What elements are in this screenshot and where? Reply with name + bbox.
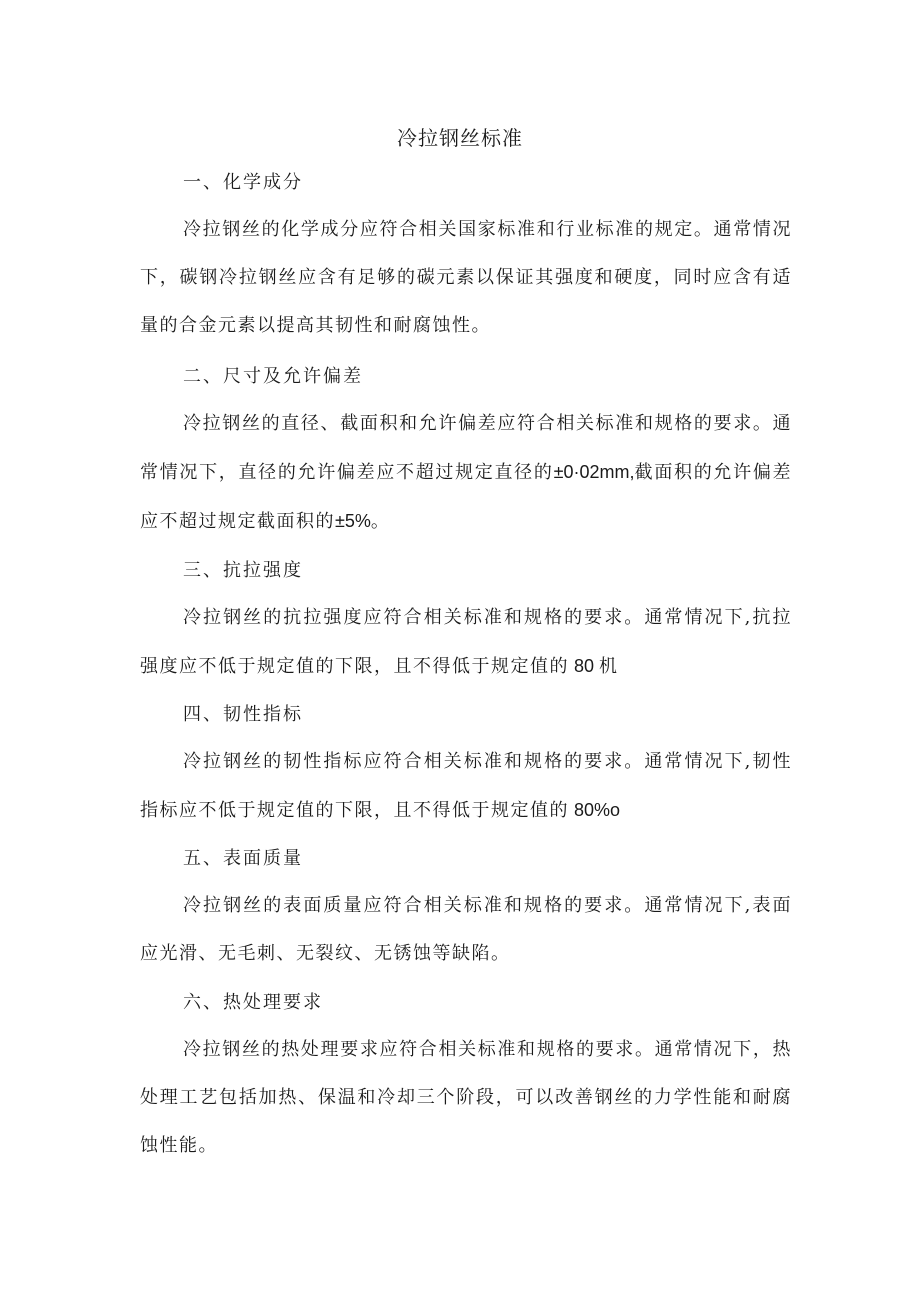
section-heading-surface-quality: 五、表面质量: [183, 848, 303, 869]
section-heading-dimensions-tolerance: 二、尺寸及允许偏差: [183, 366, 363, 387]
body-text: 冷拉钢丝的韧性指标应符合相关标准和规格的要求。通常情况下,韧性指标应不低于规定值的下限，且不得低于规定值的: [140, 751, 792, 821]
document-title: 冷拉钢丝标准: [397, 126, 523, 150]
body-text: 冷拉钢丝的抗拉强度应符合相关标准和规格的要求。通常情况下,抗拉强度应不低于规定值的下限，且不得低于规定值的: [140, 607, 792, 677]
toughness-value: 80%o: [569, 800, 621, 820]
section-body-surface-quality: 冷拉钢丝的表面质量应符合相关标准和规格的要求。通常情况下,表面应光滑、无毛刺、无裂纹、无锈蚀等缺陷。: [140, 895, 792, 964]
section-body-tensile-strength: [140, 594, 792, 691]
body-text: 。: [370, 511, 391, 532]
body-text: 机: [599, 656, 619, 677]
section-body-dimensions-tolerance: [140, 400, 792, 546]
section-body-heat-treatment: 冷拉钢丝的热处理要求应符合相关标准和规格的要求。通常情况下，热处理工艺包括加热、保温和冷却三个阶段，可以改善钢丝的力学性能和耐腐蚀性能。: [140, 1039, 792, 1156]
area-tolerance-value: ±5%: [335, 511, 371, 531]
section-body-chemical-composition: 冷拉钢丝的化学成分应符合相关国家标准和行业标准的规定。通常情况下，碳钢冷拉钢丝应含有足够的碳元素以保证其强度和硬度，同时应含有适量的合金元素以提高其韧性和耐腐蚀性。: [140, 219, 792, 336]
body-text: 截面积的允许偏差应不超过规定截面积的: [140, 462, 793, 532]
section-heading-heat-treatment: 六、热处理要求: [183, 992, 323, 1013]
diameter-tolerance-value: ±0·02mm,: [553, 462, 635, 482]
section-heading-chemical-composition: 一、化学成分: [183, 172, 303, 193]
section-body-toughness: [140, 738, 792, 835]
tensile-strength-value: 80: [569, 656, 600, 676]
section-heading-toughness: 四、韧性指标: [183, 704, 303, 725]
section-heading-tensile-strength: 三、抗拉强度: [183, 560, 303, 581]
body-text: 冷拉钢丝的直径、截面积和允许偏差应符合相关标准和规格的要求。通常情况下，直径的允许偏差应不超过规定直径的: [140, 413, 792, 483]
